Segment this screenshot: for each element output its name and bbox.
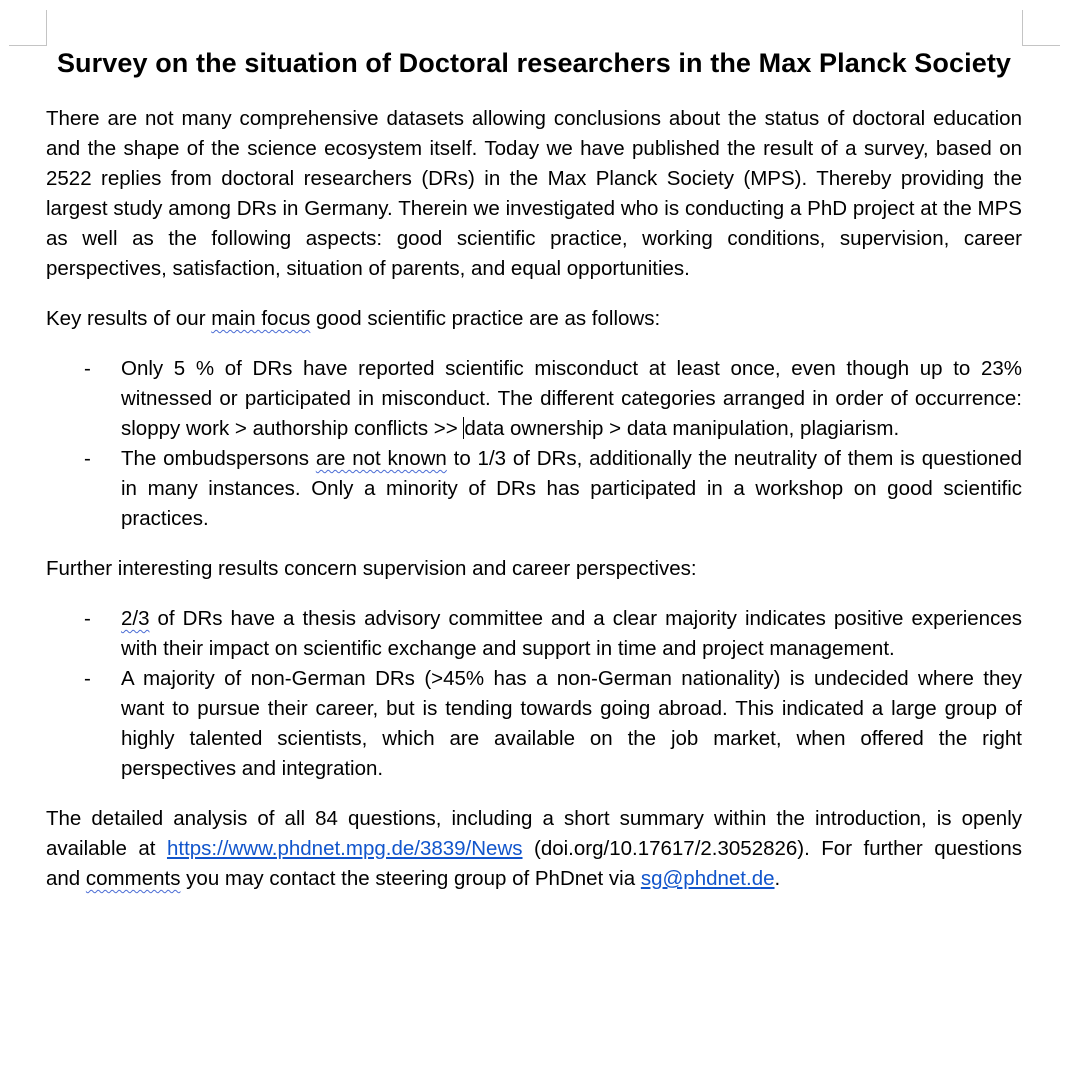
section1-lead-text-b: good scientific practice are as follows: bbox=[310, 307, 661, 330]
list-item bbox=[46, 444, 1022, 534]
list-item bbox=[46, 354, 1022, 444]
bullet-dash: - bbox=[84, 607, 91, 630]
spellcheck-flag-comments[interactable]: comments bbox=[85, 867, 181, 890]
list-item bbox=[46, 664, 1022, 784]
bullet-dash: - bbox=[84, 447, 91, 470]
email-link[interactable]: sg@phdnet.de bbox=[640, 867, 775, 890]
section1-list bbox=[46, 354, 1022, 534]
list-item-text-b: of DRs have a thesis advisory committee and a clear majority indicates positive experiences with their impact on scientific exchange and support in time and project management. bbox=[121, 607, 1022, 660]
news-link[interactable]: https://www.phdnet.mpg.de/3839/News bbox=[166, 837, 523, 860]
section2-lead: Further interesting results concern supervision and career perspectives: bbox=[46, 557, 697, 580]
closing-text-b: (doi.org/10.17617/2.3052826). For further questions and bbox=[46, 837, 1022, 890]
list-item-text-a: Only 5 % of DRs have reported scientific misconduct at least once, even though up to 23% witnessed or participated in misconduct. The different categories arranged in order of occurrence: sloppy work > authorship conflicts >> bbox=[121, 357, 1022, 440]
list-item bbox=[46, 604, 1022, 664]
bullet-dash: - bbox=[84, 667, 91, 690]
document-body[interactable] bbox=[46, 44, 1022, 894]
section2-list bbox=[46, 604, 1022, 784]
page-corner-top-left bbox=[9, 10, 47, 46]
spellcheck-flag-main-focus[interactable]: main focus bbox=[211, 307, 311, 330]
intro-paragraph: There are not many comprehensive datasets allowing conclusions about the status of doctoral education and the shape of the science ecosystem itself. Today we have published the result of a survey, based on 2522 replies from doctoral researchers (DRs) in the Max Planck Society (MPS). Thereby providing the largest study among DRs in Germany. Therein we investigated who is conducting a PhD project at the MPS as well as the following aspects: good scientific practice, working conditions, supervision, career perspectives, satisfaction, situation of parents, and equal opportunities. bbox=[46, 107, 1022, 280]
bullet-dash: - bbox=[84, 357, 91, 380]
list-item-text-b: to 1/3 of DRs, additionally the neutrality of them is questioned in many instances. Only a minority of DRs has participated in a workshop on good scientific practices. bbox=[121, 447, 1023, 530]
spellcheck-flag-two-thirds[interactable]: 2/3 bbox=[121, 607, 150, 630]
closing-text-c: you may contact the steering group of PhDnet via bbox=[180, 867, 641, 890]
spellcheck-flag-are-not-known[interactable]: are not known bbox=[315, 447, 447, 470]
document-title: Survey on the situation of Doctoral researchers in the Max Planck Society bbox=[56, 48, 1012, 78]
list-item-text-a: The ombudspersons bbox=[121, 447, 316, 470]
list-item-text: A majority of non-German DRs (>45% has a non-German nationality) is undecided where they want to pursue their career, but is tending towards going abroad. This indicated a large group of highly talented scientists, which are available on the job market, when offered the right perspectives and integration. bbox=[121, 667, 1022, 780]
section1-lead bbox=[46, 304, 1022, 334]
list-item-text-b: data ownership > data manipulation, plagiarism. bbox=[464, 417, 900, 440]
closing-text-end: . bbox=[774, 867, 781, 890]
section1-lead-text-a: Key results of our bbox=[46, 307, 212, 330]
closing-text-a: The detailed analysis of all 84 questions, including a short summary within the introduction, is openly available at bbox=[46, 807, 1022, 860]
page-corner-top-right bbox=[1022, 10, 1060, 46]
closing-paragraph bbox=[46, 804, 1022, 894]
